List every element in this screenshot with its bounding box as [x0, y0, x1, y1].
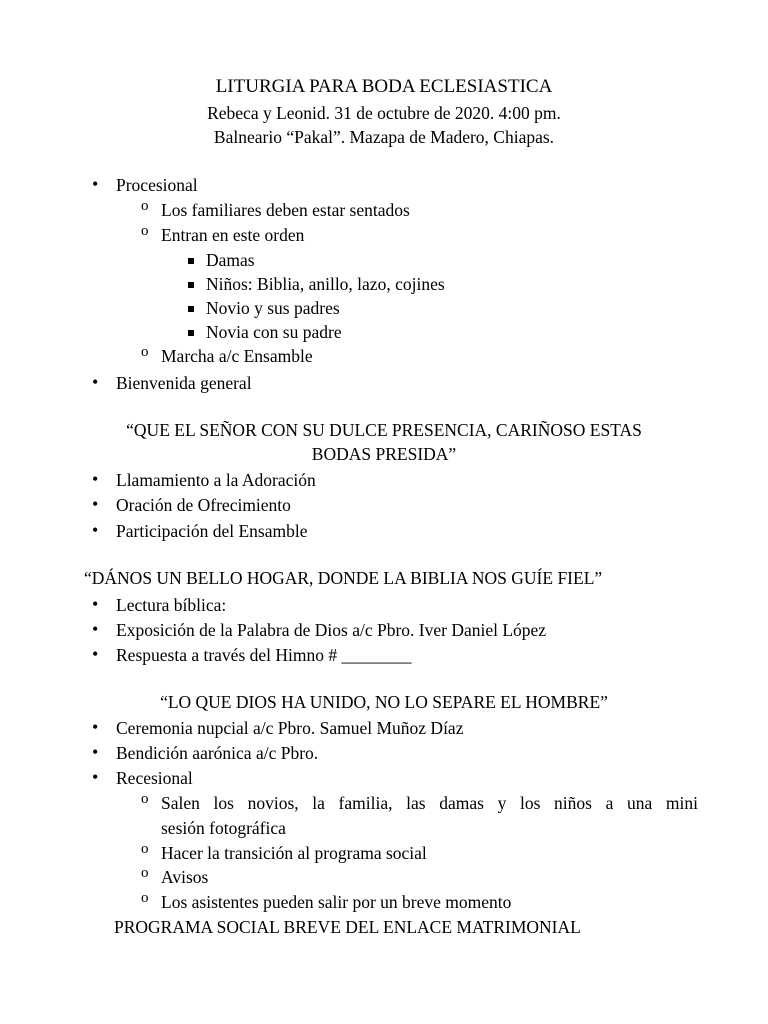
hymn-quote-1-line-1: “QUE EL SEÑOR CON SU DULCE PRESENCIA, CARIÑOSO ESTAS	[126, 420, 642, 440]
footer-heading: PROGRAMA SOCIAL BREVE DEL ENLACE MATRIMONIAL	[114, 917, 581, 937]
list-item-respuesta: • Respuesta a través del Himno # ________	[116, 645, 412, 666]
list-item-procesional: • Procesional	[116, 175, 198, 196]
list-item-transicion: o Hacer la transición al programa social	[161, 843, 427, 864]
list-item-bendicion: • Bendición aarónica a/c Pbro.	[116, 743, 318, 764]
list-item-recesional: • Recesional	[116, 768, 193, 789]
list-item-avisos: o Avisos	[161, 867, 208, 888]
list-item-salen-line-1: o Salen los novios, la familia, las damas y los niños a una mini	[161, 793, 698, 814]
list-item-salen-line-2: sesión fotográfica	[161, 818, 286, 838]
hymn-quote-2: “DÁNOS UN BELLO HOGAR, DONDE LA BIBLIA NOS GUÍE FIEL”	[84, 568, 603, 588]
hymn-quote-3: “LO QUE DIOS HA UNIDO, NO LO SEPARE EL HOMBRE”	[160, 692, 608, 712]
list-item-ninos: Niños: Biblia, anillo, lazo, cojines	[206, 274, 445, 294]
list-item-exposicion: • Exposición de la Palabra de Dios a/c Pbro. Iver Daniel López	[116, 620, 546, 641]
list-item-novio: Novio y sus padres	[206, 298, 340, 318]
list-item-marcha: o Marcha a/c Ensamble	[161, 346, 313, 367]
event-location: Balneario “Pakal”. Mazapa de Madero, Chiapas.	[213, 127, 555, 147]
list-item-damas: Damas	[206, 250, 255, 270]
hymn-quote-1-line-2: BODAS PRESIDA”	[311, 444, 457, 464]
list-item-llamamiento: • Llamamiento a la Adoración	[116, 470, 316, 491]
list-item-participacion: • Participación del Ensamble	[116, 521, 307, 542]
list-item-familiares: o Los familiares deben estar sentados	[161, 200, 410, 221]
list-item-novia: Novia con su padre	[206, 322, 342, 342]
event-details: Rebeca y Leonid. 31 de octubre de 2020. 4:00 pm.	[207, 103, 561, 123]
list-item-bienvenida: • Bienvenida general	[116, 373, 252, 394]
list-item-lectura: • Lectura bíblica:	[116, 595, 226, 616]
list-item-oracion: • Oración de Ofrecimiento	[116, 495, 291, 516]
list-item-asistentes: o Los asistentes pueden salir por un breve momento	[161, 892, 511, 913]
list-item-ceremonia: • Ceremonia nupcial a/c Pbro. Samuel Muñoz Díaz	[116, 718, 463, 739]
list-item-orden: o Entran en este orden	[161, 225, 304, 246]
document-title: LITURGIA PARA BODA ECLESIASTICA	[215, 76, 553, 97]
